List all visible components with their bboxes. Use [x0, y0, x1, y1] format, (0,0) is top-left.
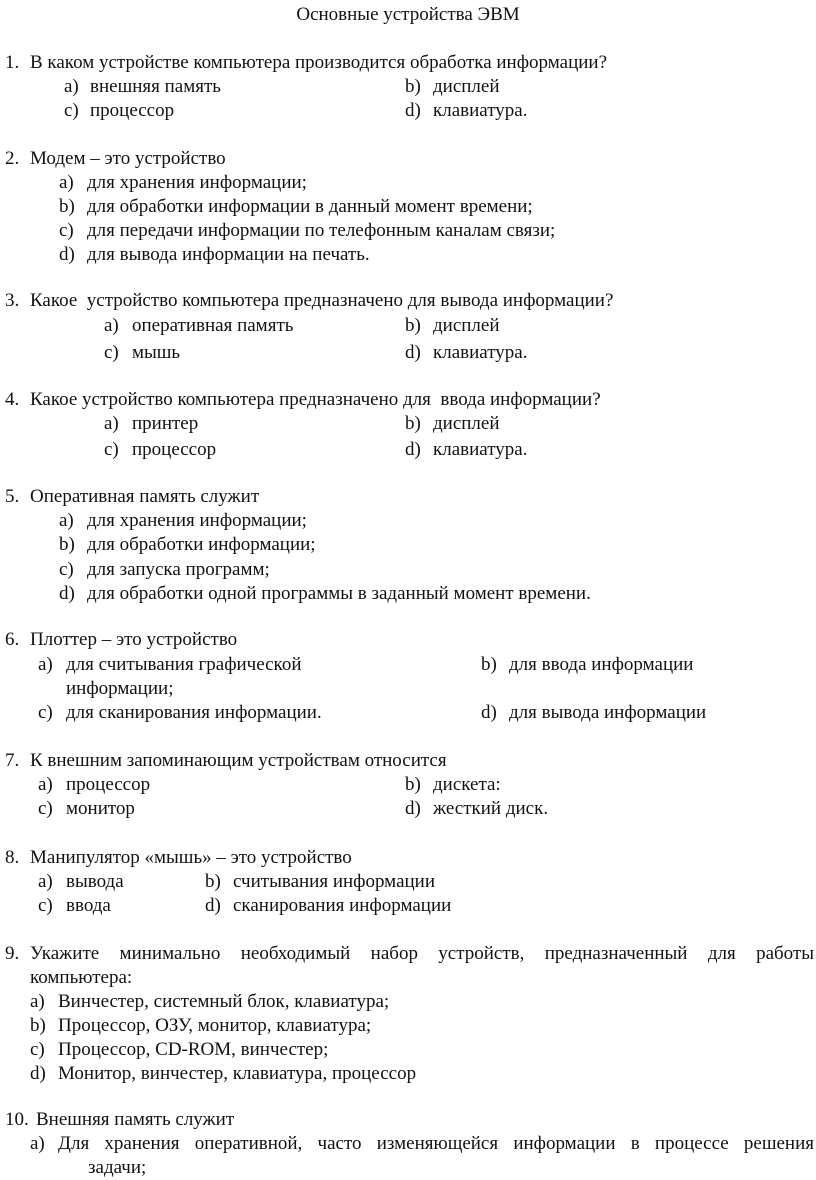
question-text: Укажите минимально необходимый набор устройств, предназначенный для работы	[30, 943, 814, 964]
option-text: Для хранения оперативной, часто изменяющейся информации в процессе решения	[58, 1133, 814, 1154]
question-text-continued: компьютера:	[30, 967, 133, 988]
option-text: ввода	[66, 895, 111, 916]
option-text: для сканирования информации.	[66, 702, 322, 723]
option-label: a)	[38, 871, 53, 892]
option-text: внешняя память	[90, 76, 221, 97]
option-label: c)	[38, 895, 53, 916]
option-label: c)	[104, 342, 119, 363]
option-text: процессор	[90, 100, 175, 121]
question-text: Какое устройство компьютера предназначено для вывода информации?	[30, 290, 614, 311]
option-text: для вывода информации	[509, 702, 707, 723]
option-text-continued: задачи;	[88, 1157, 147, 1178]
question-text: Оперативная память служит	[30, 486, 260, 507]
question-text: К внешним запоминающим устройствам относится	[30, 750, 447, 771]
option-text: для считывания графической	[66, 654, 302, 675]
option-label: d)	[405, 100, 421, 121]
option-text: для ввода информации	[509, 654, 694, 675]
option-text: клавиатура.	[433, 100, 528, 121]
option-label: a)	[38, 654, 53, 675]
option-text: Винчестер, системный блок, клавиатура;	[58, 991, 390, 1012]
option-text: дисплей	[433, 315, 500, 336]
option-label: b)	[405, 413, 421, 434]
page-title: Основные устройства ЭВМ	[296, 4, 520, 25]
question-number: 3.	[5, 290, 20, 311]
option-text: для вывода информации на печать.	[87, 244, 370, 265]
option-text: Процессор, CD-ROM, винчестер;	[58, 1039, 329, 1060]
option-label: a)	[59, 172, 74, 193]
option-text: для запуска программ;	[87, 559, 270, 580]
option-text: для обработки информации в данный момент времени;	[87, 196, 533, 217]
option-text: клавиатура.	[433, 342, 528, 363]
option-label: d)	[405, 798, 421, 819]
question-number: 7.	[5, 750, 20, 771]
question-number: 9.	[5, 943, 20, 964]
option-label: b)	[405, 76, 421, 97]
option-text: для хранения информации;	[87, 172, 307, 193]
option-label: b)	[405, 315, 421, 336]
option-text: Монитор, винчестер, клавиатура, процессор	[58, 1063, 417, 1084]
option-label: a)	[104, 315, 119, 336]
option-text: дисплей	[433, 76, 500, 97]
option-label: a)	[64, 76, 79, 97]
option-text: для передачи информации по телефонным каналам связи;	[87, 220, 556, 241]
option-text: жесткий диск.	[433, 798, 549, 819]
option-label: b)	[481, 654, 497, 675]
option-text: клавиатура.	[433, 439, 528, 460]
option-text: вывода	[66, 871, 124, 892]
option-label: a)	[38, 774, 53, 795]
option-text: сканирования информации	[233, 895, 452, 916]
option-text: для обработки одной программы в заданный момент времени.	[87, 583, 591, 604]
option-text: процессор	[132, 439, 217, 460]
option-text-continued: информации;	[66, 678, 174, 699]
option-label: a)	[30, 991, 45, 1012]
question-text: Внешняя память служит	[36, 1109, 235, 1130]
option-text: считывания информации	[233, 871, 436, 892]
question-number: 10.	[5, 1109, 29, 1130]
option-label: c)	[38, 798, 53, 819]
option-text: дискета:	[433, 774, 501, 795]
option-label: d)	[59, 583, 75, 604]
option-label: d)	[405, 439, 421, 460]
option-text: для хранения информации;	[87, 510, 307, 531]
question-number: 2.	[5, 148, 20, 169]
option-label: c)	[59, 220, 74, 241]
option-label: b)	[405, 774, 421, 795]
option-label: b)	[205, 871, 221, 892]
option-text: принтер	[132, 413, 199, 434]
option-text: процессор	[66, 774, 151, 795]
option-label: c)	[104, 439, 119, 460]
question-number: 5.	[5, 486, 20, 507]
question-text: Какое устройство компьютера предназначено для ввода информации?	[30, 389, 601, 410]
option-label: d)	[59, 244, 75, 265]
question-text: Манипулятор «мышь» – это устройство	[30, 847, 352, 868]
option-label: d)	[30, 1063, 46, 1084]
question-number: 8.	[5, 847, 20, 868]
question-text: В каком устройстве компьютера производится обработка информации?	[30, 52, 608, 73]
question-text: Модем – это устройство	[30, 148, 226, 169]
option-label: c)	[59, 559, 74, 580]
option-label: d)	[405, 342, 421, 363]
option-label: b)	[30, 1015, 46, 1036]
option-label: a)	[104, 413, 119, 434]
question-text: Плоттер – это устройство	[30, 629, 238, 650]
option-label: a)	[59, 510, 74, 531]
option-text: для обработки информации;	[87, 534, 316, 555]
question-number: 6.	[5, 629, 20, 650]
option-label: a)	[30, 1133, 45, 1154]
option-label: b)	[59, 196, 75, 217]
option-text: монитор	[66, 798, 135, 819]
option-label: c)	[64, 100, 79, 121]
option-text: дисплей	[433, 413, 500, 434]
option-text: Процессор, ОЗУ, монитор, клавиатура;	[58, 1015, 372, 1036]
option-label: d)	[481, 702, 497, 723]
question-number: 1.	[5, 52, 20, 73]
option-text: оперативная память	[132, 315, 294, 336]
option-label: c)	[30, 1039, 45, 1060]
option-label: b)	[59, 534, 75, 555]
option-label: d)	[205, 895, 221, 916]
option-label: c)	[38, 702, 53, 723]
option-text: мышь	[132, 342, 181, 363]
question-number: 4.	[5, 389, 20, 410]
